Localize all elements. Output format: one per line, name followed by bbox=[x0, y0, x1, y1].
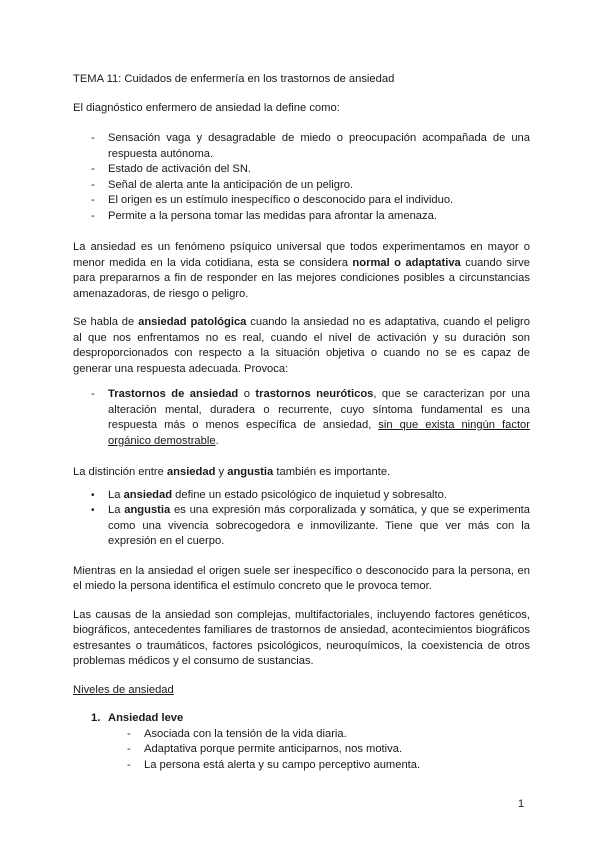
definition-list bbox=[73, 131, 530, 224]
list-item: - Trastornos de ansiedad o trastornos neuróticos, que se caracterizan por una alteración mental, duradera o recurrente, cuyo síntoma fundamental es una respuesta más o menos específica de ansiedad, sin que exista ningún factor orgánico demostrable. bbox=[108, 387, 530, 449]
intro-paragraph: El diagnóstico enfermero de ansiedad la define como: bbox=[73, 101, 340, 114]
list-item: - Adaptativa porque permite anticiparnos, nos motiva. bbox=[144, 742, 530, 758]
list-item: - Sensación vaga y desagradable de miedo o preocupación acompañada de una respuesta autónoma. bbox=[108, 131, 530, 162]
level-heading: 1. Ansiedad leve bbox=[91, 712, 184, 724]
document-body bbox=[73, 72, 530, 773]
list-item: • La angustia es una expresión más corporalizada y somática, y que se experimenta como una vivencia sobrecogedora e inmovilizante. Tiene que ver más con la expresión en el cuerpo. bbox=[108, 503, 530, 550]
paragraph-normal-anxiety: La ansiedad es un fenómeno psíquico universal que todos experimentamos en mayor o menor medida en la vida cotidiana, esta se considera normal o adaptativa cuando sirve para prepararnos a fin de responder en las mejores condiciones posibles a circunstancias amenazadoras, de riesgo o peligro. bbox=[73, 241, 530, 300]
paragraph-distinction: La distinción entre ansiedad y angustia también es importante. bbox=[73, 466, 391, 478]
document-title: TEMA 11: Cuidados de enfermería en los trastornos de ansiedad bbox=[73, 73, 395, 85]
list-item: - Estado de activación del SN. bbox=[108, 162, 530, 178]
paragraph-pathological-anxiety: Se habla de ansiedad patológica cuando la ansiedad no es adaptativa, cuando el peligro al que nos enfrentamos no es real, cuando el nivel de activación y su duración son desproporcionados con respecto a la situación objetiva o cuando no se es capaz de generar una respuesta adecuada. Provoca: bbox=[73, 316, 530, 375]
paragraph-origin: Mientras en la ansiedad el origen suele ser inespecífico o desconocido para la persona, en el miedo la persona identifica el estímulo concreto que le provoca temor. bbox=[73, 564, 530, 592]
list-item: - Señal de alerta ante la anticipación de un peligro. bbox=[108, 178, 530, 194]
page-number: 1 bbox=[518, 798, 525, 810]
distinction-list bbox=[73, 488, 530, 550]
bold-term: ansiedad patológica bbox=[138, 316, 247, 328]
section-heading: Niveles de ansiedad bbox=[73, 683, 174, 696]
list-item: - Asociada con la tensión de la vida diaria. bbox=[144, 727, 530, 743]
list-item: - El origen es un estímulo inespecífico o desconocido para el individuo. bbox=[108, 193, 530, 209]
list-item: - La persona está alerta y su campo perceptivo aumenta. bbox=[144, 758, 530, 774]
disorders-list bbox=[73, 387, 530, 449]
list-item: • La ansiedad define un estado psicológico de inquietud y sobresalto. bbox=[108, 488, 530, 504]
list-item: - Permite a la persona tomar las medidas para afrontar la amenaza. bbox=[108, 209, 530, 225]
paragraph-causes: Las causas de la ansiedad son complejas, multifactoriales, incluyendo factores genéticos, biográficos, antecedentes familiares de trastornos de ansiedad, acontecimientos biográficos estresantes o traumáticos, factores psicológicos, neuroquímicos, la coexistencia de otros problemas médicos y el consumo de sustancias. bbox=[73, 608, 530, 667]
bold-term: normal o adaptativa bbox=[352, 256, 461, 269]
level-items bbox=[73, 727, 530, 774]
underlined-text: sin que exista ningún factor orgánico demostrable bbox=[108, 419, 530, 447]
